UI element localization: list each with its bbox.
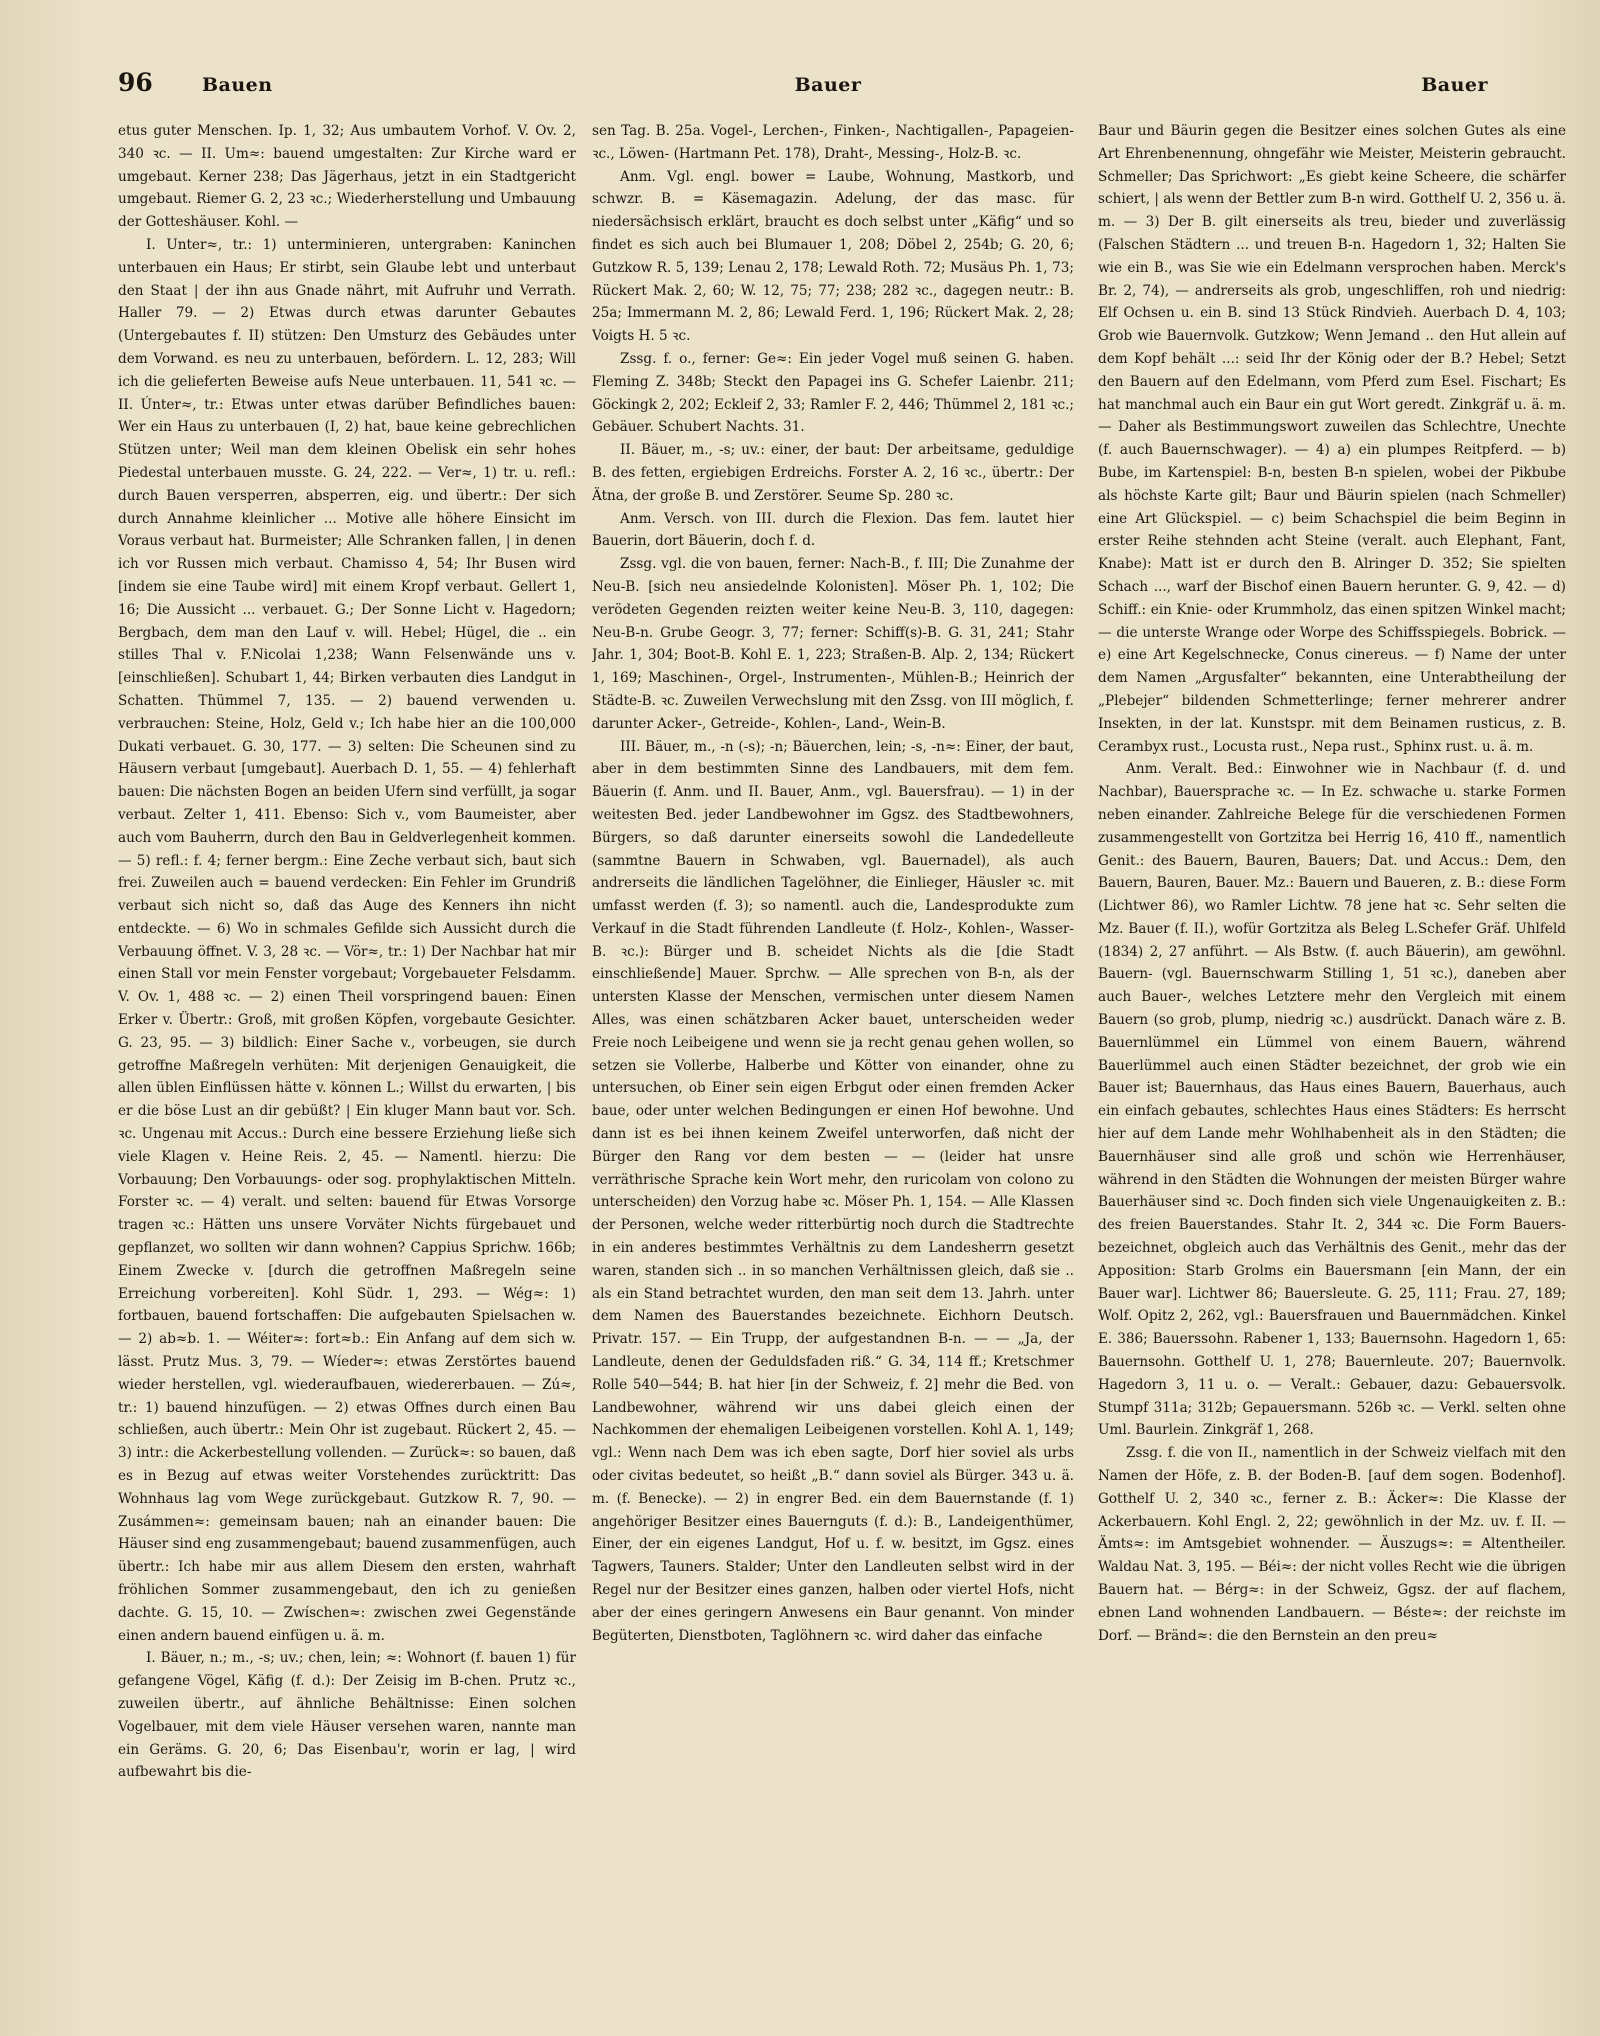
- center-running-head: Bauer: [794, 74, 862, 96]
- paragraph: II. Bäuer, m., -s; uv.: einer, der baut: Der arbeitsame, geduldige B. des fetten, ergiebigen Erdreichs. Forster A. 2, 16 ꝛc., übertr.: Der Ätna, der große B. und Zerstörer. Seume Sp. 280 ꝛc.: [592, 442, 1074, 504]
- text-column-3: [1098, 120, 1566, 2020]
- paragraph: I. Bäuer, n.; m., -s; uv.; chen, lein; ≈: Wohnort (f. bauen 1) für gefangene Vögel, Käfig (f. d.): Der Zeisig im B-chen. Prutz ꝛc., zuweilen übertr., auf ähnliche Behältnisse: Einen solchen Vogelbauer, mit dem viele Häuser versehen waren, nannte man ein Geräms. G. 20, 6; Das Eisenbau'r, worin er lag, | wird aufbewahrt bis die-: [118, 1650, 576, 1781]
- page-number: 96: [118, 68, 153, 97]
- paragraph: Zssg. f. die von II., namentlich in der Schweiz vielfach mit den Namen der Höfe, z. B. der Boden-B. [auf dem sogen. Bodenhof]. Gotthelf U. 2, 340 ꝛc., ferner z. B.: Äcker≈: Die Klasse der Ackerbauern. Kohl Engl. 2, 22; gewöhnlich in der Mz. uv. f. II. — Ämts≈: im Amtsgebiet wohnender. — Äuszugs≈: = Altentheiler. Waldau Nat. 3, 195. — Béi≈: der nicht volles Recht wie die übrigen Bauern hat. — Bérg≈: in der Schweiz, Ggsz. der auf flachem, ebnen Land wohnenden Landbauern. — Béste≈: der reichste im Dorf. — Bränd≈: die den Bernstein an den preu≈: [1098, 1445, 1566, 1644]
- page-header: [118, 68, 1538, 112]
- text-column-2: [592, 120, 1074, 2020]
- paragraph: I. Unter≈, tr.: 1) unterminieren, untergraben: Kaninchen unterbauen ein Haus; Er stirbt, sein Glaube lebt und unterbaut den Staat | der ihn aus Gnade nährt, mit Aufruhr und Verrath. Haller 79. — 2) Etwas durch etwas darunter Gebautes (Untergebautes f. II) stützen: Den Umsturz des Gebäudes unter dem Vorwand. es neu zu unterbauen, befördern. L. 12, 283; Will ich die gelieferten Beweise aufs Neue unterbauen. 11, 541 ꝛc. — II. Únter≈, tr.: Etwas unter etwas darüber Befindliches bauen: Wer ein Haus zu unterbauen (I, 2) hat, baue keine gebrechlichen Stützen unter; Weil man dem kleinen Obelisk ein sehr hohes Piedestal unterbauen musste. G. 24, 222. — Ver≈, 1) tr. u. refl.: durch Bauen versperren, absperren, eig. und übertr.: Der sich durch Annahme kleinlicher ... Motive alle höhere Einsicht im Voraus verbaut hat. Burmeister; Alle Schranken fallen, | in denen ich vor Russen mich verbaut. Chamisso 4, 54; Ihr Busen wird [indem sie eine Taube wird] mit einem Kropf verbaut. Gellert 1, 16; Die Aussicht ... verbauet. G.; Der Sonne Licht v. Hagedorn; Bergbach, dem man den Lauf v. will. Hebel; Hügel, die .. ein stilles Thal v. F.Nicolai 1,238; Wann Felsenwände uns v. [einschließen]. Schubart 1, 44; Birken verbauten dies Landgut in Schatten. Thümmel 7, 135. — 2) bauend verwenden u. verbrauchen: Steine, Holz, Geld v.; Ich habe hier an die 100,000 Dukati verbauet. G. 30, 177. — 3) selten: Die Scheunen sind zu Häusern verbaut [umgebaut]. Auerbach D. 1, 55. — 4) fehlerhaft bauen: Die nächsten Bogen an beiden Ufern sind verfüllt, ja sogar verbaut. Zelter 1, 411. Ebenso: Sich v., vom Baumeister, aber auch vom Bauherrn, durch den Bau in Geldverlegenheit kommen. — 5) refl.: f. 4; ferner bergm.: Eine Zeche verbaut sich, baut sich frei. Zuweilen auch = bauend verdecken: Ein Fehler im Grundriß verbaut sich nicht so, daß das Auge des Kenners ihn nicht entdeckte. — 6) Wo in schmales Gefilde sich Aussicht durch die Verbauung öffnet. V. 3, 28 ꝛc. — Vör≈, tr.: 1) Der Nachbar hat mir einen Stall vor mein Fenster vorgebaut; Vorgebaueter Felsdamm. V. Ov. 1, 488 ꝛc. — 2) einen Theil vorspringend bauen: Einen Erker v. Übertr.: Groß, mit großen Köpfen, vorgebaute Gesichter. G. 23, 95. — 3) bildlich: Einer Sache v., vorbeugen, sie durch getroffne Maßregeln verhüten: Mit derjenigen Genauigkeit, die allen üblen Einflüssen hätte v. können L.; Willst du erwarten, | bis er die böse Lust an dir gebüßt? | Ein kluger Mann baut vor. Sch. ꝛc. Ungenau mit Accus.: Durch eine bessere Erziehung ließe sich viele Klagen v. Heine Reis. 2, 45. — Namentl. hierzu: Die Vorbauung; Den Vorbauungs- oder sog. prophylaktischen Mitteln. Forster ꝛc. — 4) veralt. und selten: bauend für Etwas Vorsorge tragen ꝛc.: Hätten uns unsere Vorväter Nichts fürgebauet und gepflanzet, wo sollten wir dann wohnen? Cappius Sprichw. 166b; Einem Zwecke v. [durch die getroffnen Maßregeln seine Erreichung vorbereiten]. Kohl Südr. 1, 293. — Wég≈: 1) fortbauen, bauend fortschaffen: Die aufgebauten Spielsachen w. — 2) ab≈b. 1. — Wéiter≈: fort≈b.: Ein Anfang auf dem sich w. lässt. Prutz Mus. 3, 79. — Wíeder≈: etwas Zerstörtes bauend wieder herstellen, vgl. wiederaufbauen, wiedererbauen. — Zú≈, tr.: 1) bauend hinzufügen. — 2) etwas Offnes durch einen Bau schließen, auch übertr.: Mein Ohr ist zugebaut. Rückert 2, 45. — 3) intr.: die Ackerbestellung vollenden. — Zurück≈: so bauen, daß es in Bezug auf etwas weiter Vorstehendes zurücktritt: Das Wohnhaus lag vom Wege zurückgebaut. Gutzkow R. 7, 90. — Zusámmen≈: gemeinsam bauen; nah an einander bauen: Die Häuser sind eng zusammengebaut; bauend zusammenfügen, auch übertr.: Ich habe mir aus allem Diesem den ersten, wahrhaft fröhlichen Sommer zusammengebaut, den ich zu genießen dachte. G. 15, 10. — Zwíschen≈: zwischen zwei Gegenstände einen andern bauend einfügen u. ä. m.: [118, 236, 576, 1644]
- paragraph: III. Bäuer, m., -n (-s); -n; Bäuerchen, lein; -s, -n≈: Einer, der baut, aber in dem bestimmten Sinne des Landbauers, mit dem fem. Bäuerin (f. Anm. und II. Bauer, Anm., vgl. Bauersfrau). — 1) in der weitesten Bed. jeder Landbewohner im Ggsz. des Stadtbewohners, Bürgers, so daß darunter einerseits sowohl die Landedelleute (sammtne Bauern in Schwaben, vgl. Bauernadel), als auch andrerseits die ländlichen Tagelöhner, die Einlieger, Häusler ꝛc. mit umfasst werden (f. 3); so namentl. auch die, Landesprodukte zum Verkauf in die Stadt führenden Landleute (f. Holz-, Kohlen-, Wasser-B. ꝛc.): Bürger und B. scheidet Nichts als die [die Stadt einschließende] Mauer. Sprchw. — Alle sprechen von B-n, als der untersten Klasse der Menschen, vermischen unter diesem Namen Alles, was einen schätzbaren Acker bauet, unterscheiden weder Freie noch Leibeigene und wenn sie ja recht genau gehen wollen, so setzen sie Vollerbe, Halberbe und Kötter von einander, ohne zu untersuchen, ob Einer sein eigen Erbgut oder einen fremden Acker baue, oder unter welchen Bedingungen er einen Hof bewohne. Und dann ist es bei ihnen keinem Zweifel unterworfen, daß nicht der Bürger den Rang vor dem besten — — (leider hat unsre verräthrische Sprache kein Wort mehr, den ruricolam von colono zu unterscheiden) den Vorzug habe ꝛc. Möser Ph. 1, 154. — Alle Klassen der Personen, welche weder ritterbürtig noch durch die Stadtrechte in ein anderes bestimmtes Verhältnis zu dem Landesherrn gesetzt waren, standen sich .. in so manchen Verhältnissen gleich, daß sie .. als ein Stand betrachtet wurden, den man seit dem 13. Jahrh. unter dem Namen des Bauerstandes bezeichnete. Eichhorn Deutsch. Privatr. 157. — Ein Trupp, der aufgestandnen B-n. — — „Ja, der Landleute, denen der Geduldsfaden riß.“ G. 34, 114 ff.; Kretschmer Rolle 540—544; B. hat hier [in der Schweiz, f. 2] mehr die Bed. von Landbewohner, während wir uns dabei gleich einen der Nachkommen der ehemaligen Leibeigenen vorstellen. Kohl A. 1, 149; vgl.: Wenn nach Dem was ich eben sagte, Dorf hier soviel als urbs oder civitas bedeutet, so heißt „B.“ dann soviel als Bürger. 343 u. ä. m. (f. Benecke). — 2) in engrer Bed. ein dem Bauernstande (f. 1) angehöriger Besitzer eines Bauernguts (f. d.): B., Landeigenthümer, Einer, der ein eigenes Landgut, Hof u. f. w. besitzt, im Ggsz. eines Tagwers, Tauners. Stalder; Unter den Landleuten selbst wird in der Regel nur der Besitzer eines ganzen, halben oder viertel Hofs, nicht aber der eines geringern Anwesens ein Baur genannt. Von minder Begüterten, Dienstboten, Taglöhnern ꝛc. wird daher das einfache: [592, 738, 1074, 1644]
- paragraph: sen Tag. B. 25a. Vogel-, Lerchen-, Finken-, Nachtigallen-, Papageien- ꝛc., Löwen- (Hartmann Pet. 178), Draht-, Messing-, Holz-B. ꝛc.: [592, 123, 1074, 162]
- paragraph: Zssg. vgl. die von bauen, ferner: Nach-B., f. III; Die Zunahme der Neu-B. [sich neu ansiedelnde Kolonisten]. Möser Ph. 1, 102; Die verödeten Gegenden reizten weiter keine Neu-B. 3, 110, dagegen: Neu-B-n. Grube Geogr. 3, 77; ferner: Schiff(s)-B. G. 31, 241; Stahr Jahr. 1, 304; Boot-B. Kohl E. 1, 223; Straßen-B. Alp. 2, 134; Rückert 1, 169; Maschinen-, Orgel-, Instrumenten-, Mühlen-B.; Heinrich der Städte-B. ꝛc. Zuweilen Verwechslung mit den Zssg. von III möglich, f. darunter Acker-, Getreide-, Kohlen-, Land-, Wein-B.: [592, 556, 1074, 732]
- text-column-1: [118, 120, 576, 2020]
- paragraph: Zssg. f. o., ferner: Ge≈: Ein jeder Vogel muß seinen G. haben. Fleming Z. 348b; Steckt den Papagei ins G. Schefer Laienbr. 211; Göckingk 2, 202; Eckleif 2, 33; Ramler F. 2, 446; Thümmel 2, 181 ꝛc.; Gebäuer. Schubert Nachts. 31.: [592, 350, 1074, 436]
- paragraph: Anm. Vgl. engl. bower = Laube, Wohnung, Mastkorb, und schwzr. B. = Käsemagazin. Adelung, der das masc. für niedersächsisch erklärt, braucht es doch selbst unter „Käfig“ und so findet es sich auch bei Blumauer 1, 208; Döbel 2, 254b; G. 20, 6; Gutzkow R. 5, 139; Lenau 2, 178; Lewald Roth. 72; Musäus Ph. 1, 73; Rückert Mak. 2, 60; W. 12, 75; 77; 238; 282 ꝛc., dagegen neutr.: B. 25a; Immermann M. 2, 86; Lewald Ferd. 1, 196; Rückert Mak. 2, 28; Voigts H. 5 ꝛc.: [592, 168, 1074, 345]
- right-running-head: Bauer: [1421, 74, 1488, 96]
- paragraph: Anm. Versch. von III. durch die Flexion. Das fem. lautet hier Bauerin, dort Bäuerin, doch f. d.: [592, 510, 1074, 550]
- paragraph: etus guter Menschen. Ip. 1, 32; Aus umbautem Vorhof. V. Ov. 2, 340 ꝛc. — II. Um≈: bauend umgestalten: Zur Kirche ward er umgebaut. Kerner 238; Das Jägerhaus, jetzt in ein Stadtgericht umgebaut. Riemer G. 2, 23 ꝛc.; Wiederherstellung und Umbauung der Gotteshäuser. Kohl. —: [118, 123, 576, 231]
- paragraph: Anm. Veralt. Bed.: Einwohner wie in Nachbaur (f. d. und Nachbar), Bauersprache ꝛc. — In Ez. schwache u. starke Formen neben einander. Zahlreiche Belege für die verschiedenen Formen zusammengestellt von Gortzitza bei Herrig 16, 410 ff., namentlich Genit.: des Bauern, Bauren, Bauers; Dat. und Accus.: Dem, den Bauern, Bauren, Bauer. Mz.: Bauern und Baueren, z. B.: diese Form (Lichtwer 86), wo Ramler Lichtw. 78 jene hat ꝛc. Sehr selten die Mz. Bauer (f. II.), wofür Gortzitza als Beleg L.Schefer Gräf. Uhlfeld (1834) 2, 27 anführt. — Als Bstw. (f. auch Bäuerin), am gewöhnl. Bauern- (vgl. Bauernschwarm Stilling 1, 51 ꝛc.), daneben aber auch Bauer-, welches Letztere mehr den Vergleich mit einem Bauern (so grob, plump, niedrig ꝛc.) ausdrückt. Danach wäre z. B. Bauernlümmel ein Lümmel von einem Bauern, während Bauerlümmel auch einen Städter bezeichnet, der grob wie ein Bauer ist; Bauernhaus, das Haus eines Bauern, Bauerhaus, auch ein einfach gebautes, schlechtes Haus eines Städters: Es herrscht hier auf dem Lande mehr Wohlhabenheit als in den Städten; die Bauernhäuser sind alle groß und schön wie Herrenhäuser, während in den Städten die Wohnungen der meisten Bürger wahre Bauerhäuser sind ꝛc. Doch finden sich viele Ungenauigkeiten z. B.: des freien Bauerstandes. Stahr It. 2, 344 ꝛc. Die Form Bauers- bezeichnet, obgleich auch das Verhältnis des Genit., mehr das der Apposition: Starb Grolms ein Bauersmann [ein Mann, der ein Bauer war]. Lichtwer 86; Bauersleute. G. 25, 111; Frau. 27, 189; Wolf. Opitz 2, 262, vgl.: Bauersfrauen und Bauernmädchen. Kinkel E. 386; Bauerssohn. Rabener 1, 133; Bauernsohn. Hagedorn 1, 65: Bauernsohn. Gotthelf U. 1, 278; Bauernleute. 207; Bauernvolk. Hagedorn 3, 11 u. o. — Veralt.: Gebauer, dazu: Gebauersvolk. Stumpf 311a; 312b; Gepauersmann. 526b ꝛc. — Verkl. selten ohne Uml. Baurlein. Zinkgräf 1, 268.: [1098, 761, 1566, 1439]
- left-running-head: Bauen: [202, 74, 273, 96]
- paragraph: Baur und Bäurin gegen die Besitzer eines solchen Gutes als eine Art Ehrenbenennung, ohngefähr wie Meister, Meisterin gebraucht. Schmeller; Das Sprichwort: „Es giebt keine Scheere, die schärfer schiert, | als wenn der Bettler zum B-n wird. Gotthelf U. 2, 356 u. ä. m. — 3) Der B. gilt einerseits als treu, bieder und zuverlässig (Falschen Städtern ... und treuen B-n. Hagedorn 1, 32; Halten Sie wie ein B., was Sie wie ein Edelmann versprochen haben. Merck's Br. 2, 74), — andrerseits als grob, ungeschliffen, roh und niedrig: Elf Ochsen u. ein B. sind 13 Stück Rindvieh. Auerbach D. 4, 103; Grob wie Bauernvolk. Gutzkow; Wenn Jemand .. den Hut allein auf dem Kopf behält ...: seid Ihr der König oder der B.? Hebel; Setzt den Bauern auf den Edelmann, vom Pferd zum Esel. Fischart; Es hat manchmal auch ein Baur ein gut Wort geredt. Zinkgräf u. ä. m. — Daher als Bestimmungswort zuweilen das Schlechtre, Unechte (f. auch Bauernschwager). — 4) a) ein plumpes Reitpferd. — b) Bube, im Kartenspiel: B-n, besten B-n spielen, wobei der Pikbube als höchste Karte gilt; Baur und Bäurin spielen (nach Schmeller) eine Art Glückspiel. — c) beim Schachspiel die beim Beginn in erster Reihe stehnden acht Steine (veralt. auch Elephant, Fant, Knabe): Matt ist er durch den B. Alringer D. 352; Sie spielten Schach ..., warf der Bischof einen Bauern herunter. G. 9, 42. — d) Schiff.: ein Knie- oder Krummholz, das einen spitzen Winkel macht; — die unterste Wrange oder Worpe des Schiffsspiegels. Bobrick. — e) eine Art Kegelschnecke, Conus cinereus. — f) Name der unter dem Namen „Argusfalter“ bekannten, eine Unterabtheilung der „Plebejer“ bildenden Schmetterlinge; ferner mehrerer andrer Insekten, in der lat. Kunstspr. mit dem Beinamen rusticus, z. B. Cerambyx rust., Locusta rust., Nepa rust., Sphinx rust. u. ä. m.: [1098, 123, 1566, 755]
